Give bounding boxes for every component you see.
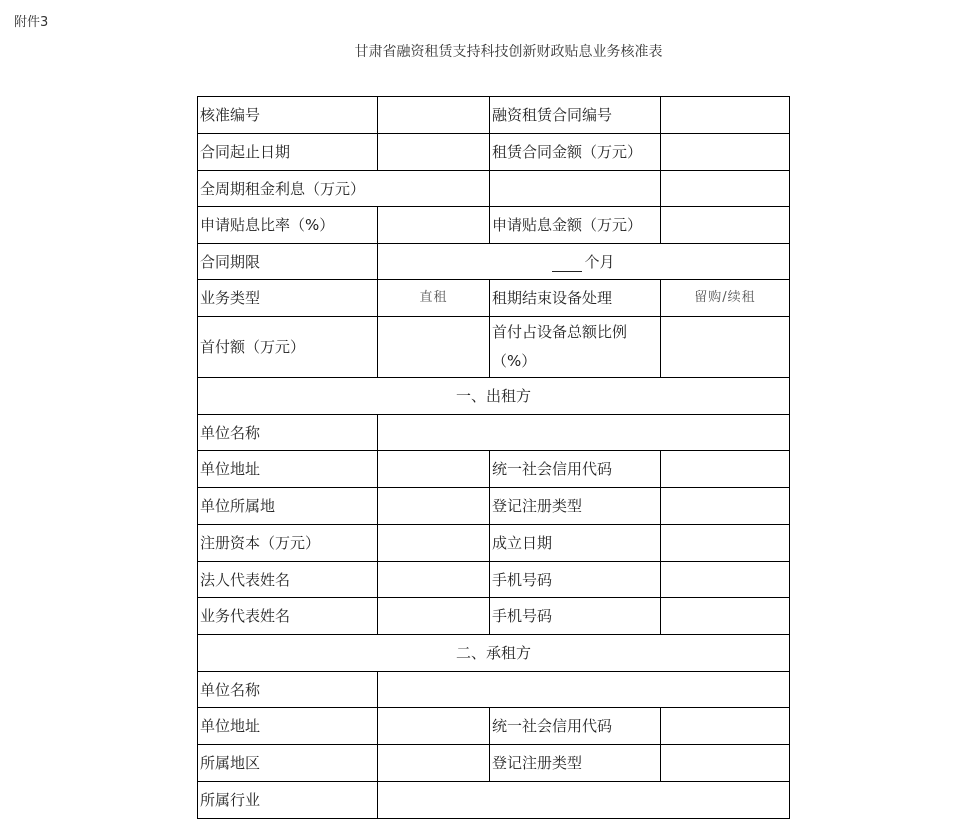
end-of-term-label: 租期结束设备处理 — [490, 280, 661, 317]
table-row — [198, 171, 790, 207]
lessor-credit-code-label: 统一社会信用代码 — [490, 451, 661, 488]
full-interest-field[interactable] — [490, 171, 661, 207]
full-interest-label: 全周期租金利息（万元） — [198, 171, 490, 207]
contract-term-unit: 个月 — [584, 252, 615, 271]
table-row — [198, 562, 790, 598]
lessee-industry-field[interactable] — [378, 782, 790, 819]
table-row — [198, 415, 790, 451]
lessor-name-label: 单位名称 — [198, 415, 378, 451]
table-row — [198, 244, 790, 280]
lease-amount-label: 租赁合同金额（万元） — [490, 134, 661, 171]
lessor-registration-type-field[interactable] — [661, 488, 790, 525]
lessee-address-label: 单位地址 — [198, 708, 378, 745]
lessee-region-field[interactable] — [378, 745, 490, 782]
lessor-name-field[interactable] — [378, 415, 790, 451]
table-row — [198, 635, 790, 672]
lessee-credit-code-field[interactable] — [661, 708, 790, 745]
lessor-business-rep-field[interactable] — [378, 598, 490, 635]
table-row — [198, 280, 790, 317]
table-row — [198, 745, 790, 782]
lessor-address-label: 单位地址 — [198, 451, 378, 488]
lessor-section-title: 一、出租方 — [198, 378, 790, 415]
approval-form-table — [197, 96, 790, 819]
lessor-capital-label: 注册资本（万元） — [198, 525, 378, 562]
subsidy-rate-label: 申请贴息比率（%） — [198, 207, 378, 244]
lessee-name-label: 单位名称 — [198, 672, 378, 708]
end-of-term-value[interactable]: 留购/续租 — [661, 280, 790, 317]
contract-term-blank[interactable] — [552, 257, 582, 272]
table-row — [198, 672, 790, 708]
lessee-section-title: 二、承租方 — [198, 635, 790, 672]
table-row — [198, 525, 790, 562]
contract-dates-field[interactable] — [378, 134, 490, 171]
down-payment-label: 首付额（万元） — [198, 317, 378, 378]
lease-contract-no-label: 融资租赁合同编号 — [490, 97, 661, 134]
table-row — [198, 708, 790, 745]
table-row — [198, 97, 790, 134]
subsidy-amount-field[interactable] — [661, 207, 790, 244]
contract-term-label: 合同期限 — [198, 244, 378, 280]
table-row — [198, 451, 790, 488]
business-type-label: 业务类型 — [198, 280, 378, 317]
table-row — [198, 378, 790, 415]
subsidy-rate-field[interactable] — [378, 207, 490, 244]
lease-amount-field[interactable] — [661, 134, 790, 171]
lessor-capital-field[interactable] — [378, 525, 490, 562]
table-row — [198, 598, 790, 635]
lessor-legal-rep-phone-label: 手机号码 — [490, 562, 661, 598]
subsidy-amount-label: 申请贴息金额（万元） — [490, 207, 661, 244]
down-payment-field[interactable] — [378, 317, 490, 378]
lessee-registration-type-field[interactable] — [661, 745, 790, 782]
lessor-established-label: 成立日期 — [490, 525, 661, 562]
lessor-business-rep-label: 业务代表姓名 — [198, 598, 378, 635]
lessor-legal-rep-field[interactable] — [378, 562, 490, 598]
lessor-established-field[interactable] — [661, 525, 790, 562]
lessor-business-rep-phone-field[interactable] — [661, 598, 790, 635]
lessor-location-field[interactable] — [378, 488, 490, 525]
document-title: 甘肃省融资租赁支持科技创新财政贴息业务核准表 — [354, 44, 663, 60]
approval-no-label: 核准编号 — [198, 97, 378, 134]
lessee-credit-code-label: 统一社会信用代码 — [490, 708, 661, 745]
contract-term-field[interactable] — [378, 244, 790, 280]
table-row — [198, 317, 790, 378]
attachment-label: 附件3 — [14, 15, 49, 30]
lessor-credit-code-field[interactable] — [661, 451, 790, 488]
lessee-industry-label: 所属行业 — [198, 782, 378, 819]
lessor-registration-type-label: 登记注册类型 — [490, 488, 661, 525]
lessor-address-field[interactable] — [378, 451, 490, 488]
lease-contract-no-field[interactable] — [661, 97, 790, 134]
lessor-location-label: 单位所属地 — [198, 488, 378, 525]
down-payment-ratio-label: 首付占设备总额比例（%） — [490, 317, 661, 378]
lessor-legal-rep-label: 法人代表姓名 — [198, 562, 378, 598]
down-payment-ratio-field[interactable] — [661, 317, 790, 378]
approval-no-field[interactable] — [378, 97, 490, 134]
lessor-business-rep-phone-label: 手机号码 — [490, 598, 661, 635]
table-row — [198, 134, 790, 171]
lessor-legal-rep-phone-field[interactable] — [661, 562, 790, 598]
lessee-registration-type-label: 登记注册类型 — [490, 745, 661, 782]
table-row — [198, 782, 790, 819]
lessee-name-field[interactable] — [378, 672, 790, 708]
lessee-region-label: 所属地区 — [198, 745, 378, 782]
contract-dates-label: 合同起止日期 — [198, 134, 378, 171]
table-row — [198, 488, 790, 525]
table-row — [198, 207, 790, 244]
business-type-value[interactable]: 直租 — [378, 280, 490, 317]
lessee-address-field[interactable] — [378, 708, 490, 745]
full-interest-extra-field[interactable] — [661, 171, 790, 207]
